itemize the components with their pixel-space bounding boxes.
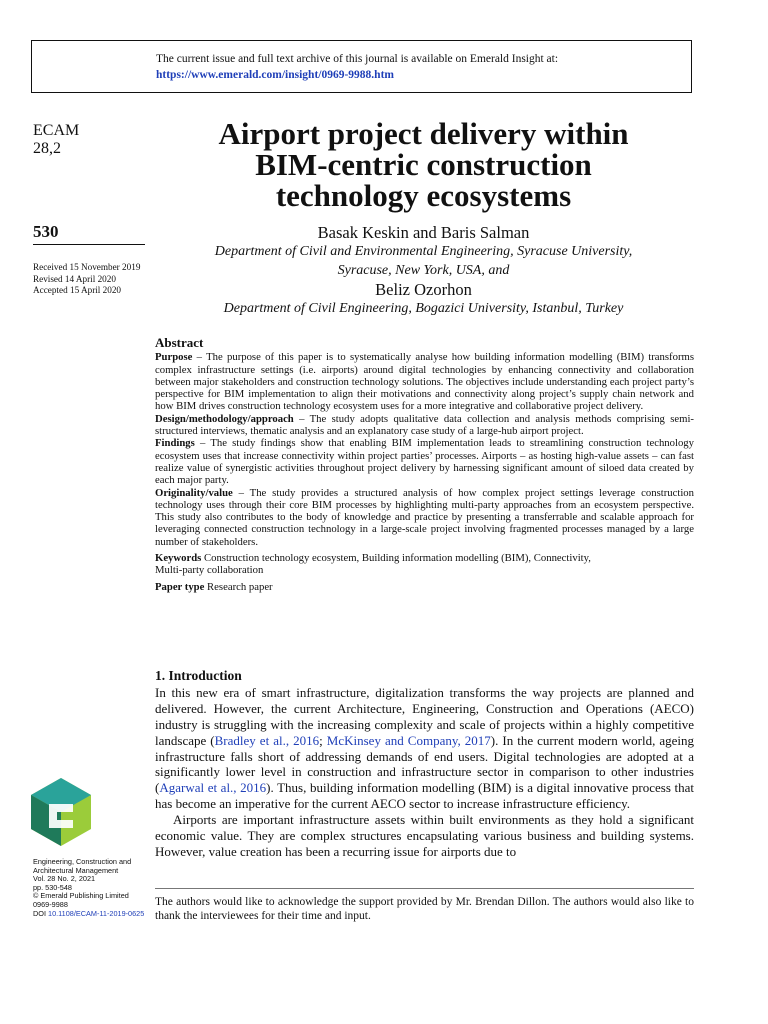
citation-link[interactable]: McKinsey and Company, 2017 <box>326 732 491 748</box>
article-dates <box>33 262 140 297</box>
section-label: Keywords <box>155 552 202 565</box>
section-text: – The study findings show that enabling BIM implementation leads to streamlining construction technology ecosystem uses that increase connectivity within project parties’ processes. Airports – as hosting high-value assets – can fast realize value of synergistic activities throughout project delivery by harnessing significant amount of siloed data created by each major party. <box>155 437 694 487</box>
doi-label: DOI <box>33 908 46 918</box>
abstract-originality <box>155 487 694 548</box>
pub-line: Engineering, Construction and <box>33 857 132 866</box>
section-text: – The study provides a structured analysis of how complex project settings leverage construction technology uses through their core BIM processes by highlighting multi-party approaches from an ecosystem perspective. This study also contributes to the body of knowledge and practice by presenting a transferrable and scalable approach for leveraging connected construction technology in a large-scale project involving fragmented processes managed by a large number of stakeholders. <box>155 486 694 548</box>
pub-line: © Emerald Publishing Limited <box>33 891 129 901</box>
access-notice-box <box>31 40 692 93</box>
publication-info <box>33 858 144 918</box>
intro-paragraph: Airports are important infrastructure assets within built environments as they hold a significant economic value. They are complex structures encapsulating various business and building systems. However, value creation has been a recurring issue for airports due to <box>155 812 694 859</box>
section-text: Research paper <box>204 580 273 593</box>
body-text: ; <box>319 732 327 748</box>
section-label: Purpose <box>155 351 193 364</box>
section-text: Construction technology ecosystem, Building information modelling (BIM), Connectivity, <box>201 552 591 565</box>
citation-link[interactable]: Bradley et al., 2016 <box>214 732 320 748</box>
journal-abbrev: ECAM <box>33 122 80 139</box>
keywords <box>155 552 694 577</box>
acknowledgement-footnote: The authors would like to acknowledge the support provided by Mr. Brendan Dillon. The authors would also like to thank the interviewees for their time and input. <box>155 896 694 922</box>
affiliation: Syracuse, New York, USA, and <box>337 263 510 278</box>
doi-line <box>33 910 144 919</box>
pub-line: pp. 530-548 <box>33 882 72 892</box>
section-text: Multi-party collaboration <box>155 564 264 577</box>
body-text: ). In the current modern world, ageing infrastructure falls short of addressing demands of end users. Digital technologies are adopted at a significantly lower level in construction and infrastructure sector in comparison to other industries ( <box>155 732 695 796</box>
pub-line: Architectural Management <box>33 865 119 875</box>
title-line: BIM-centric construction <box>255 147 592 182</box>
body-text: ). Thus, building information modelling (BIM) is a digital innovative process that has become an imperative for the current AECO sector to increase infrastructure efficiency. <box>155 780 694 812</box>
ecam-logo-icon <box>31 778 91 846</box>
doi-link[interactable]: 10.1108/ECAM-11-2019-0625 <box>48 908 145 918</box>
access-notice-text: The current issue and full text archive of this journal is available on Emerald Insight at: <box>156 53 559 65</box>
sidebar-divider <box>33 244 145 245</box>
title-line: technology ecosystems <box>275 178 572 213</box>
received-date: Received 15 November 2019 <box>33 262 141 272</box>
affiliation: Department of Civil and Environmental Engineering, Syracuse University, <box>214 244 633 259</box>
journal-info <box>33 122 79 158</box>
section-text: – The study adopts qualitative data collection and analysis methods comprising semi-structured interviews, thematic analysis and an explanatory case study of a large-hub airport project. <box>155 412 694 438</box>
abstract-heading: Abstract <box>155 335 204 350</box>
paper-type <box>155 581 694 593</box>
abstract-purpose <box>155 351 694 412</box>
section-label: Design/methodology/approach <box>155 412 294 425</box>
abstract-findings <box>155 437 694 486</box>
author-block <box>155 223 692 318</box>
journal-url-link[interactable]: https://www.emerald.com/insight/0969-9988.htm <box>156 69 394 81</box>
abstract-design <box>155 413 694 438</box>
pub-line: Vol. 28 No. 2, 2021 <box>33 874 96 884</box>
section-label: Paper type <box>155 580 205 593</box>
section-text: – The purpose of this paper is to systematically analyse how building information modelling (BIM) transforms complex infrastructure settings (i.e. airports) around digital technologies by enhancing connectivity and collaboration between major stakeholders and construction technology solutions. The objectives include understanding each project party’s perspective for BIM implementation to align their motivations and connectivity along project’s supply chain network and how BIM drives construction technology ecosystem uses for a more integrative and collaborative project delivery. <box>155 351 694 413</box>
body-text: In this new era of smart infrastructure, digitalization transforms the way projects are planned and delivered. However, the current Architecture, Engineering, Construction and Operations (AECO) industry is struggling with the increasing complexity and scale of projects within a highly competitive landscape ( <box>155 684 694 748</box>
accepted-date: Accepted 15 April 2020 <box>33 285 122 295</box>
footnote-divider <box>155 888 694 889</box>
section-label: Findings <box>155 437 195 450</box>
revised-date: Revised 14 April 2020 <box>33 273 116 284</box>
affiliation: Department of Civil Engineering, Bogazici University, Istanbul, Turkey <box>223 301 624 316</box>
title-line: Airport project delivery within <box>218 116 629 151</box>
pub-line: 0969-9988 <box>33 899 68 909</box>
page-number: 530 <box>33 222 59 241</box>
introduction <box>155 668 694 860</box>
paper-title <box>155 118 692 211</box>
intro-paragraph <box>155 685 694 812</box>
section-heading: 1. Introduction <box>155 668 242 683</box>
author-names: Basak Keskin and Baris Salman <box>317 223 530 242</box>
journal-volume: 28,2 <box>33 140 61 157</box>
citation-link[interactable]: Agarwal et al., 2016 <box>159 780 267 796</box>
section-label: Originality/value <box>155 486 233 499</box>
author-names: Beliz Ozorhon <box>375 280 472 299</box>
abstract <box>155 337 694 593</box>
